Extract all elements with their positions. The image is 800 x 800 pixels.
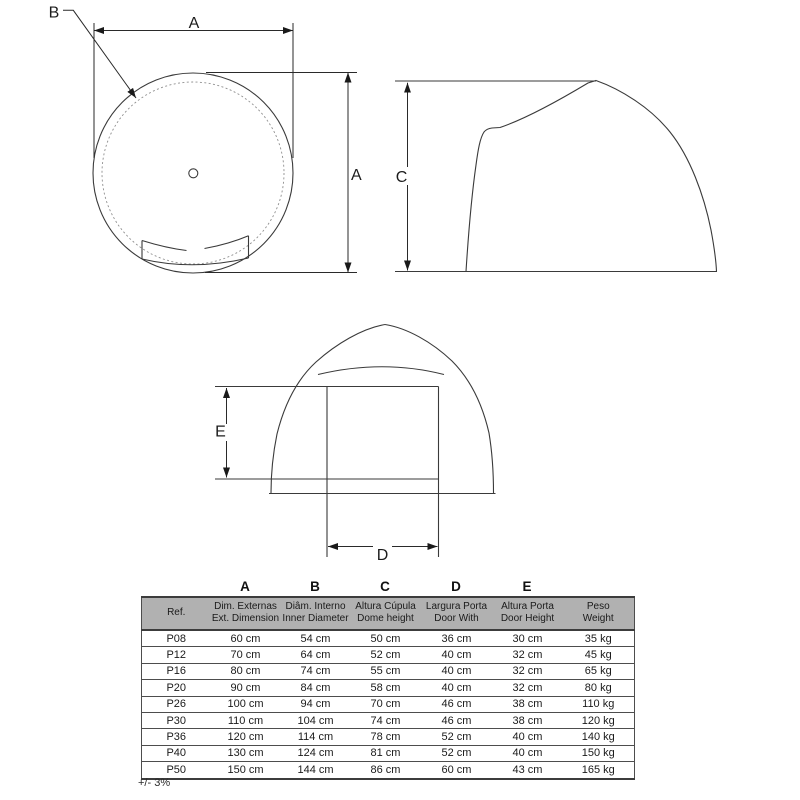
header-weight: Peso Weight xyxy=(563,597,635,630)
table-row xyxy=(142,762,635,779)
cell-ref: P36 xyxy=(142,729,211,745)
cell-dome-height: 50 cm xyxy=(351,630,421,647)
cell-door-height: 38 cm xyxy=(493,712,563,728)
cell-weight: 65 kg xyxy=(563,663,635,679)
header-dome-height: Altura Cúpula Dome height xyxy=(351,597,421,630)
cell-door-height: 32 cm xyxy=(493,680,563,696)
cell-door-width: 40 cm xyxy=(421,647,493,663)
cell-door-width: 52 cm xyxy=(421,729,493,745)
dim-dome-height-label: C xyxy=(395,169,408,186)
table-row xyxy=(142,663,635,679)
table-row xyxy=(142,696,635,712)
dim-width-label: A xyxy=(188,15,200,32)
cell-inner-diameter: 94 cm xyxy=(281,696,351,712)
cell-ext-dimension: 80 cm xyxy=(211,663,281,679)
spec-table xyxy=(141,596,635,780)
cell-dome-height: 81 cm xyxy=(351,745,421,761)
header-door-height: Altura Porta Door Height xyxy=(493,597,563,630)
dim-height-label: A xyxy=(351,167,362,184)
table-row xyxy=(142,647,635,663)
cell-weight: 110 kg xyxy=(563,696,635,712)
header-ext-dimension: Dim. Externas Ext. Dimension xyxy=(211,597,281,630)
cell-inner-diameter: 114 cm xyxy=(281,729,351,745)
cell-door-width: 46 cm xyxy=(421,712,493,728)
cell-ext-dimension: 110 cm xyxy=(211,712,281,728)
cell-inner-diameter: 104 cm xyxy=(281,712,351,728)
column-letter-ref xyxy=(141,579,210,595)
table-row xyxy=(142,712,635,728)
table-row xyxy=(142,729,635,745)
cell-weight: 80 kg xyxy=(563,680,635,696)
cell-ext-dimension: 60 cm xyxy=(211,630,281,647)
cell-dome-height: 74 cm xyxy=(351,712,421,728)
cell-door-width: 36 cm xyxy=(421,630,493,647)
cell-ext-dimension: 100 cm xyxy=(211,696,281,712)
cell-weight: 140 kg xyxy=(563,729,635,745)
table-row xyxy=(142,745,635,761)
cell-ref: P50 xyxy=(142,762,211,779)
column-letter-e: E xyxy=(522,579,532,594)
cell-ref: P26 xyxy=(142,696,211,712)
cell-door-height: 40 cm xyxy=(493,745,563,761)
cell-door-height: 30 cm xyxy=(493,630,563,647)
cell-door-height: 40 cm xyxy=(493,729,563,745)
column-letter-c: C xyxy=(380,579,390,594)
cell-ext-dimension: 120 cm xyxy=(211,729,281,745)
cell-weight: 150 kg xyxy=(563,745,635,761)
cell-ref: P16 xyxy=(142,663,211,679)
cell-door-height: 38 cm xyxy=(493,696,563,712)
column-letter-d: D xyxy=(451,579,461,594)
cell-ext-dimension: 90 cm xyxy=(211,680,281,696)
cell-inner-diameter: 54 cm xyxy=(281,630,351,647)
cell-door-width: 60 cm xyxy=(421,762,493,779)
table-row xyxy=(142,680,635,696)
inner-dashed-circle xyxy=(102,82,284,264)
column-letter-a: A xyxy=(240,579,250,594)
outer-rim-circle xyxy=(93,73,293,273)
cell-ref: P08 xyxy=(142,630,211,647)
column-letter-b: B xyxy=(310,579,320,594)
front-view-dimensions xyxy=(215,388,437,564)
top-view-drawing xyxy=(93,73,293,273)
cell-dome-height: 58 cm xyxy=(351,680,421,696)
header-ref: Ref. xyxy=(142,597,211,630)
header-row xyxy=(142,597,635,630)
cell-weight: 165 kg xyxy=(563,762,635,779)
cell-ext-dimension: 130 cm xyxy=(211,745,281,761)
cell-dome-height: 52 cm xyxy=(351,647,421,663)
front-view-drawing xyxy=(215,325,496,558)
cell-dome-height: 55 cm xyxy=(351,663,421,679)
front-eyebrow-arc xyxy=(318,367,444,375)
cell-ref: P12 xyxy=(142,647,211,663)
cell-door-width: 40 cm xyxy=(421,663,493,679)
rim-label: B xyxy=(48,4,60,22)
cell-door-height: 43 cm xyxy=(493,762,563,779)
cell-inner-diameter: 74 cm xyxy=(281,663,351,679)
column-letter-peso xyxy=(562,579,634,595)
cell-door-height: 32 cm xyxy=(493,663,563,679)
center-vent-hole xyxy=(189,169,198,178)
cell-inner-diameter: 144 cm xyxy=(281,762,351,779)
cell-inner-diameter: 64 cm xyxy=(281,647,351,663)
top-view-dimensions xyxy=(49,5,362,273)
dim-door-width-label: D xyxy=(376,547,389,564)
cell-door-width: 46 cm xyxy=(421,696,493,712)
dim-door-height-label: E xyxy=(215,423,226,441)
cell-inner-diameter: 84 cm xyxy=(281,680,351,696)
table-row xyxy=(142,630,635,647)
side-profile-outline xyxy=(466,81,717,272)
rim-leader-line xyxy=(63,10,136,98)
cell-door-width: 52 cm xyxy=(421,745,493,761)
cell-inner-diameter: 124 cm xyxy=(281,745,351,761)
cell-weight: 45 kg xyxy=(563,647,635,663)
cell-dome-height: 86 cm xyxy=(351,762,421,779)
cell-door-width: 40 cm xyxy=(421,680,493,696)
front-outline-left xyxy=(271,325,385,494)
cell-weight: 35 kg xyxy=(563,630,635,647)
cell-weight: 120 kg xyxy=(563,712,635,728)
cell-ext-dimension: 70 cm xyxy=(211,647,281,663)
cell-dome-height: 78 cm xyxy=(351,729,421,745)
header-inner-diameter: Diâm. Interno Inner Diameter xyxy=(281,597,351,630)
door-threshold-top-view xyxy=(142,236,249,265)
cell-dome-height: 70 cm xyxy=(351,696,421,712)
cell-door-height: 32 cm xyxy=(493,647,563,663)
front-outline-right xyxy=(385,325,494,494)
header-door-width: Largura Porta Door With xyxy=(421,597,493,630)
side-view-dimensions xyxy=(396,83,408,271)
tolerance-note: +/- 3% xyxy=(138,777,171,789)
cell-ref: P20 xyxy=(142,680,211,696)
cell-ref: P40 xyxy=(142,745,211,761)
column-letters-row xyxy=(141,579,634,595)
side-view-drawing xyxy=(395,81,717,272)
cell-ref: P30 xyxy=(142,712,211,728)
cell-ext-dimension: 150 cm xyxy=(211,762,281,779)
dim-width-extension-lines xyxy=(94,23,293,158)
door-outline xyxy=(327,387,439,558)
